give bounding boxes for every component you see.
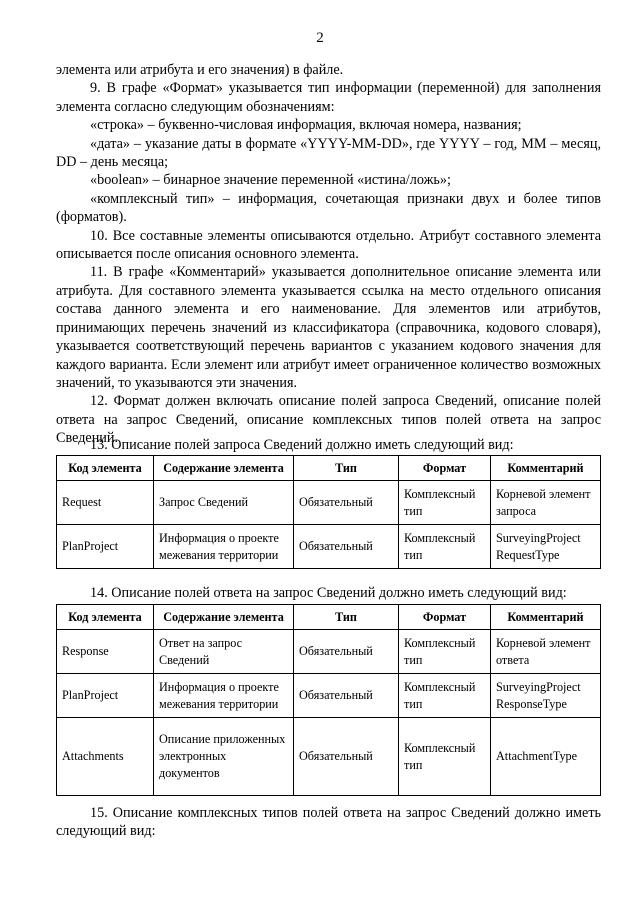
response-fields-table bbox=[56, 604, 601, 796]
paragraph: «дата» – указание даты в формате «YYYY-MM-DD», где YYYY – год, MM – месяц, DD – день месяца; bbox=[56, 135, 601, 171]
table-row bbox=[57, 674, 601, 718]
paragraph: 12. Формат должен включать описание полей запроса Сведений, описание полей ответа на запрос Сведений, описание комплексных типов полей ответа на запрос Сведений. bbox=[56, 393, 601, 447]
cell-format: Комплексный тип bbox=[399, 630, 491, 674]
cell-comment: SurveyingProject ResponseType bbox=[491, 674, 601, 718]
cell-code: Response bbox=[57, 630, 154, 674]
header-format: Формат bbox=[399, 456, 491, 481]
cell-type: Обязательный bbox=[294, 718, 399, 796]
cell-comment: AttachmentType bbox=[491, 718, 601, 796]
cell-content: Запрос Сведений bbox=[154, 481, 294, 525]
page-number: 2 bbox=[316, 30, 324, 46]
final-paragraph: 15. Описание комплексных типов полей ответа на запрос Сведений должно иметь следующий вид: bbox=[56, 805, 601, 840]
cell-comment: Корневой элемент ответа bbox=[491, 630, 601, 674]
paragraph: «комплексный тип» – информация, сочетающая признаки двух и более типов (форматов). bbox=[56, 190, 601, 226]
header-format: Формат bbox=[399, 605, 491, 630]
cell-type: Обязательный bbox=[294, 674, 399, 718]
body-text bbox=[56, 61, 601, 448]
table2-caption: 14. Описание полей ответа на запрос Сведений должно иметь следующий вид: bbox=[90, 585, 567, 601]
paragraph: 10. Все составные элементы описываются отдельно. Атрибут составного элемента описывается после описания основного элемента. bbox=[56, 227, 601, 263]
paragraph: элемента или атрибута и его значения) в файле. bbox=[56, 62, 344, 78]
table-row bbox=[57, 630, 601, 674]
cell-format: Комплексный тип bbox=[399, 718, 491, 796]
header-code: Код элемента bbox=[57, 456, 154, 481]
request-fields-table bbox=[56, 455, 601, 569]
table-header-row bbox=[57, 605, 601, 630]
paragraph: «строка» – буквенно-числовая информация, включая номера, названия; bbox=[90, 117, 522, 134]
cell-type: Обязательный bbox=[294, 630, 399, 674]
paragraph: 11. В графе «Комментарий» указывается дополнительное описание элемента или атрибута. Для составного элемента указывается ссылка на место отдельного описания состава данного элемента и его наименование. Для элементов или атрибутов, принимающих перечень значений из классификатора (справочника, кодового словаря), указывается соответствующий перечень вариантов с указанием кодового значения для каждого варианта. Если элемент или атрибут имеет ограниченное количество возможных значений, то указываются эти значения. bbox=[56, 264, 601, 391]
cell-content: Информация о проекте межевания территории bbox=[154, 674, 294, 718]
cell-code: Request bbox=[57, 481, 154, 525]
table1-caption: 13. Описание полей запроса Сведений должно иметь следующий вид: bbox=[90, 437, 514, 453]
header-type: Тип bbox=[294, 456, 399, 481]
paragraph: 9. В графе «Формат» указывается тип информации (переменной) для заполнения элемента согласно следующим обозначениям: bbox=[56, 80, 601, 115]
table-header-row bbox=[57, 456, 601, 481]
cell-code: Attachments bbox=[57, 718, 154, 796]
table-row bbox=[57, 481, 601, 525]
header-content: Содержание элемента bbox=[154, 456, 294, 481]
paragraph: «boolean» – бинарное значение переменной «истина/ложь»; bbox=[90, 172, 451, 189]
header-comment: Комментарий bbox=[491, 605, 601, 630]
table-row bbox=[57, 525, 601, 569]
cell-content: Описание приложенных электронных документов bbox=[154, 718, 294, 796]
cell-format: Комплексный тип bbox=[399, 525, 491, 569]
header-comment: Комментарий bbox=[491, 456, 601, 481]
header-code: Код элемента bbox=[57, 605, 154, 630]
cell-comment: Корневой элемент запроса bbox=[491, 481, 601, 525]
cell-format: Комплексный тип bbox=[399, 481, 491, 525]
cell-code: PlanProject bbox=[57, 525, 154, 569]
header-type: Тип bbox=[294, 605, 399, 630]
cell-type: Обязательный bbox=[294, 525, 399, 569]
cell-comment: SurveyingProject RequestType bbox=[491, 525, 601, 569]
header-content: Содержание элемента bbox=[154, 605, 294, 630]
cell-format: Комплексный тип bbox=[399, 674, 491, 718]
cell-content: Ответ на запрос Сведений bbox=[154, 630, 294, 674]
table-row bbox=[57, 718, 601, 796]
cell-content: Информация о проекте межевания территории bbox=[154, 525, 294, 569]
cell-type: Обязательный bbox=[294, 481, 399, 525]
cell-code: PlanProject bbox=[57, 674, 154, 718]
